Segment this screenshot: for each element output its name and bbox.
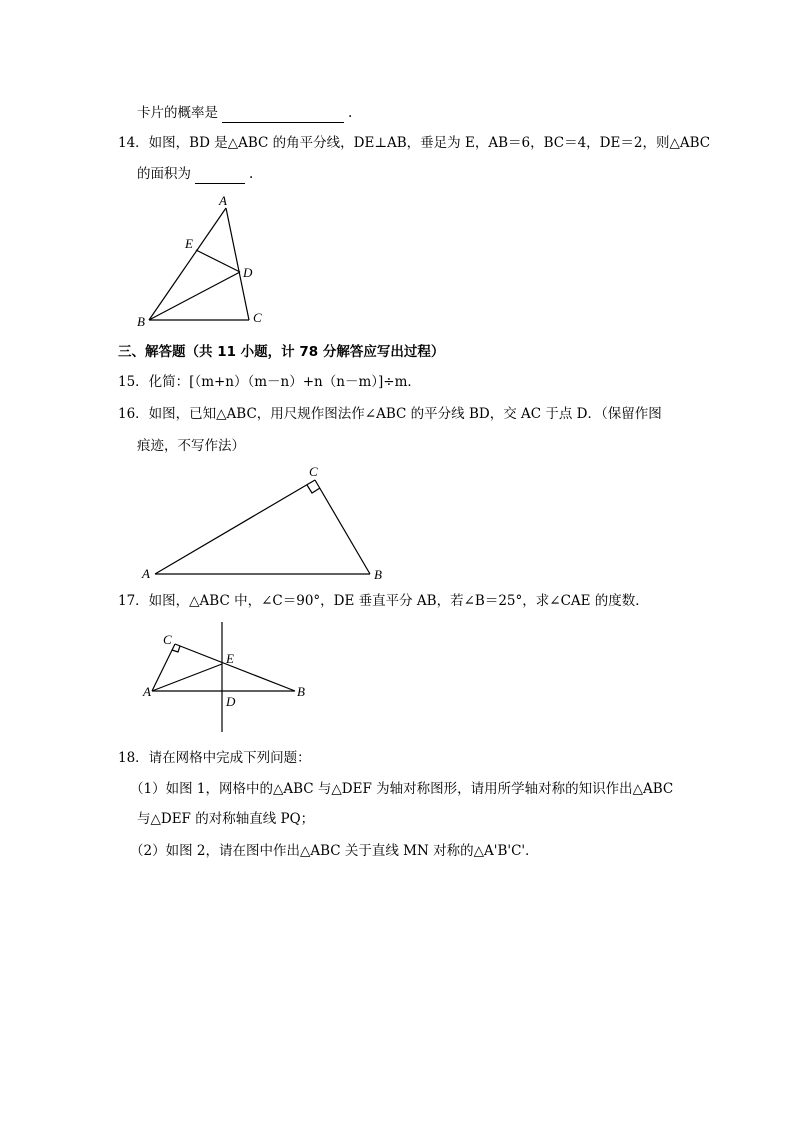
q14-label-c: C — [253, 310, 262, 325]
q17-label-b: B — [297, 684, 305, 699]
q17-segment-ae — [152, 664, 222, 691]
q18-line2: （1）如图 1，网格中的△ABC 与△DEF 为轴对称图形，请用所学轴对称的知识作出△ABC — [130, 781, 674, 797]
q17-side-cb — [175, 644, 295, 691]
q16-line2: 痕迹，不写作法） — [137, 438, 245, 454]
q14-line2-prefix: 的面积为 — [137, 166, 191, 182]
q16-line1: 16．如图，已知△ABC，用尺规作图法作∠ABC 的平分线 BD，交 AC 于点 D．（保留作图 — [118, 406, 662, 422]
section3-heading: 三、解答题（共 11 小题，计 78 分解答应写出过程） — [118, 344, 445, 360]
q14-label-d: D — [243, 265, 253, 280]
q17-label-d: D — [226, 694, 236, 709]
q17-label-e: E — [226, 651, 234, 666]
q14-line1: 14．如图，BD 是△ABC 的角平分线，DE⊥AB，垂足为 E，AB＝6，BC＝4，DE＝2，则△ABC — [118, 135, 711, 151]
q13-end: . — [348, 105, 353, 121]
q15-text: 15．化简：[（m+n）（m－n）+n（n－m）]÷m． — [118, 374, 421, 390]
q18-line4: （2）如图 2，请在图中作出△ABC 关于直线 MN 对称的△A'B'C'． — [130, 843, 539, 859]
q16-label-a: A — [142, 566, 150, 581]
q16-label-c: C — [309, 464, 318, 479]
q13-text: 卡片的概率是 — [137, 105, 218, 121]
q14-label-b: B — [137, 314, 145, 329]
q14-label-e: E — [185, 236, 193, 251]
q16-label-b: B — [374, 567, 382, 582]
q18-line3: 与△DEF 的对称轴直线 PQ； — [137, 811, 315, 827]
q14-label-a: A — [219, 193, 227, 208]
q17-text: 17．如图，△ABC 中，∠C＝90°，DE 垂直平分 AB，若∠B＝25°，求∠CAE 的度数． — [118, 593, 649, 609]
q18-line1: 18．请在网格中完成下列问题： — [118, 750, 311, 766]
q17-label-a: A — [143, 684, 151, 699]
q17-label-c: C — [163, 632, 172, 647]
q14-end: . — [249, 166, 254, 182]
